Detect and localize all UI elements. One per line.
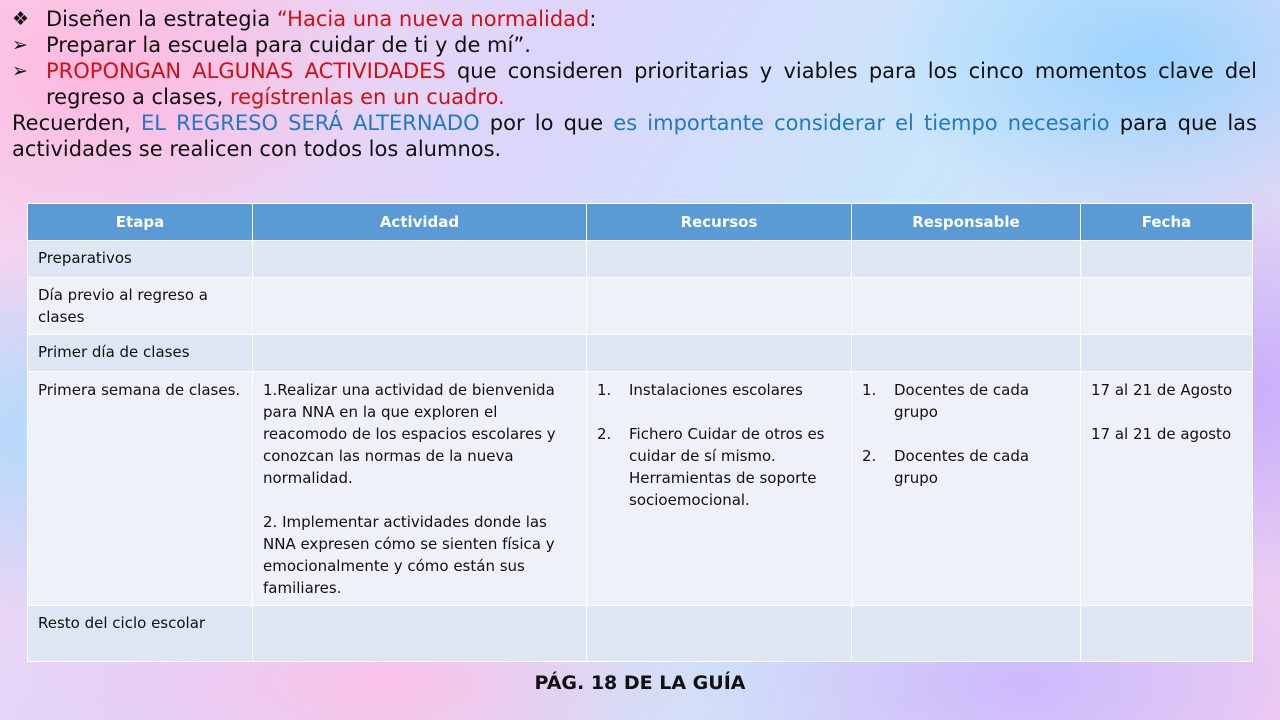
- etapa-cell: Preparativos: [28, 241, 253, 278]
- prepare-text: Preparar la escuela para cuidar de ti y de mí”.: [46, 33, 531, 57]
- responsable-cell: [852, 241, 1081, 278]
- arrow-bullet-icon: ➢: [12, 60, 28, 82]
- propose-text: que consideren prioritarias y viables para los cinco momentos clave del regreso a clases,: [46, 59, 1257, 109]
- propose-emphasis: PROPONGAN ALGUNAS ACTIVIDADES: [46, 59, 446, 83]
- header-responsable: Responsable: [852, 204, 1081, 241]
- responsable-cell: [852, 372, 1081, 606]
- reminder-time: es importante considerar el tiempo necesario: [613, 111, 1110, 135]
- etapa-cell: Día previo al regreso a clases: [28, 278, 253, 335]
- responsable-cell: [852, 606, 1081, 662]
- actividad-cell: [253, 241, 587, 278]
- recursos-cell: [587, 278, 852, 335]
- diamond-bullet-icon: ❖: [12, 8, 30, 30]
- table-header-row: [28, 204, 1253, 241]
- recursos-cell: [587, 241, 852, 278]
- arrow-bullet-icon: ➢: [12, 34, 28, 56]
- etapa-cell: Primera semana de clases.: [28, 372, 253, 606]
- actividad-cell: [253, 335, 587, 372]
- fecha-cell: [1081, 241, 1253, 278]
- actividad-cell: [253, 372, 587, 606]
- recurso-text: Instalaciones escolares: [629, 381, 803, 399]
- header-actividad: Actividad: [253, 204, 587, 241]
- responsable-item-1: [862, 379, 1070, 423]
- table-row: [28, 372, 1253, 606]
- page-reference: PÁG. 18 DE LA GUÍA: [534, 672, 746, 694]
- recursos-cell: [587, 335, 852, 372]
- bullet-prepare: [12, 32, 1257, 58]
- fecha-item-2: 17 al 21 de agosto: [1091, 425, 1232, 443]
- bullet-propose: [12, 58, 1257, 110]
- fecha-cell: [1081, 372, 1253, 606]
- responsable-number: 2.: [862, 447, 877, 465]
- recurso-item-1: [597, 379, 841, 401]
- strategy-colon: :: [589, 7, 597, 31]
- header-fecha: Fecha: [1081, 204, 1253, 241]
- fecha-cell: [1081, 606, 1253, 662]
- responsable-text: Docentes de cada grupo: [894, 381, 1030, 421]
- fecha-cell: [1081, 278, 1253, 335]
- table-row: [28, 241, 1253, 278]
- etapa-cell: Resto del ciclo escolar: [28, 606, 253, 662]
- header-etapa: Etapa: [28, 204, 253, 241]
- reminder-start: Recuerden,: [12, 111, 141, 135]
- actividad-item-2: 2. Implementar actividades donde las NNA expresen cómo se sienten física y emocionalmente y cómo están sus familiares.: [263, 513, 555, 597]
- reminder-paragraph: [12, 110, 1257, 162]
- actividad-item-1: 1.Realizar una actividad de bienvenida para NNA en la que exploren el reacomodo de los espacios escolares y conozcan las normas de la nueva normalidad.: [263, 381, 556, 487]
- fecha-cell: [1081, 335, 1253, 372]
- activities-table: [27, 203, 1253, 662]
- etapa-cell: Primer día de clases: [28, 335, 253, 372]
- table-row: [28, 335, 1253, 372]
- responsable-cell: [852, 278, 1081, 335]
- table-row: [28, 606, 1253, 662]
- recurso-number: 2.: [597, 425, 612, 443]
- reminder-alternado: EL REGRESO SERÁ ALTERNADO: [141, 111, 480, 135]
- responsable-text: Docentes de cada grupo: [894, 447, 1030, 487]
- propose-register: regístrenlas en un cuadro.: [229, 85, 505, 109]
- recurso-text: Fichero Cuidar de otros es cuidar de sí mismo. Herramientas de soporte socioemocional.: [629, 425, 825, 509]
- recursos-cell: [587, 606, 852, 662]
- bullet-strategy: [12, 6, 1257, 32]
- strategy-quote: “Hacia una nueva normalidad: [276, 7, 590, 31]
- table-row: [28, 278, 1253, 335]
- responsable-number: 1.: [862, 381, 877, 399]
- actividad-cell: [253, 606, 587, 662]
- reminder-mid: por lo que: [479, 111, 614, 135]
- strategy-text: Diseñen la estrategia: [46, 7, 277, 31]
- header-recursos: Recursos: [587, 204, 852, 241]
- recurso-number: 1.: [597, 381, 612, 399]
- instructions-block: [12, 6, 1257, 162]
- recurso-item-2: [597, 423, 841, 511]
- fecha-item-1: 17 al 21 de Agosto: [1091, 381, 1233, 399]
- actividad-cell: [253, 278, 587, 335]
- responsable-cell: [852, 335, 1081, 372]
- responsable-item-2: [862, 445, 1070, 489]
- reminder-end: para que las actividades se realicen con todos los alumnos.: [12, 111, 1257, 161]
- recursos-cell: [587, 372, 852, 606]
